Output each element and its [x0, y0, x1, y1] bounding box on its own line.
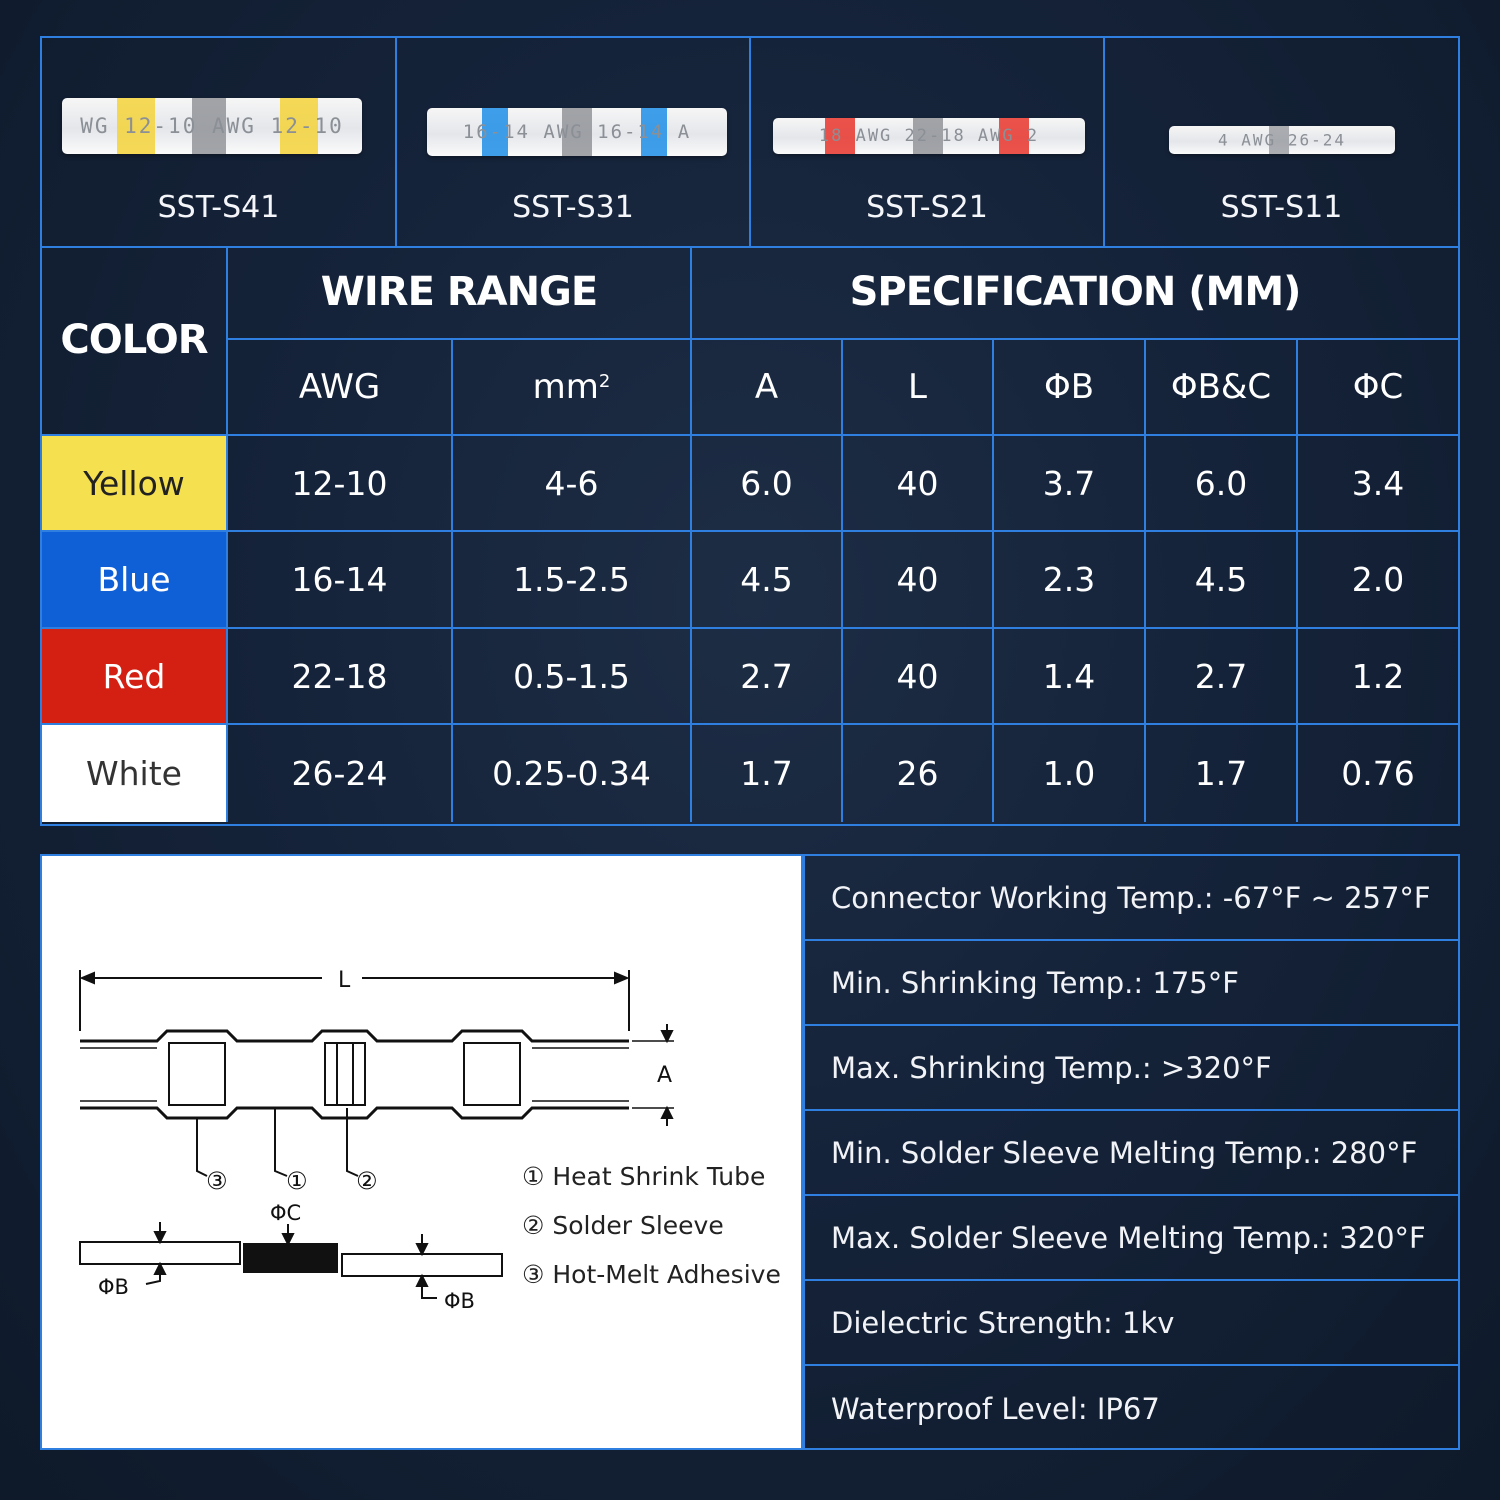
legend [522, 1152, 781, 1299]
product-cell-s41 [42, 38, 397, 248]
phic-cell: 3.4 [1298, 436, 1458, 532]
color-cell: White [42, 725, 228, 822]
product-cell-s21 [751, 38, 1105, 248]
phib-cell: 2.3 [994, 532, 1146, 629]
specification-header: SPECIFICATION (MM) [692, 246, 1458, 340]
awg-cell: 26-24 [228, 725, 453, 822]
col-mm2-label: mm [532, 367, 599, 407]
col-l: L [843, 340, 994, 436]
phib-cell: 1.4 [994, 629, 1146, 725]
a-cell: 6.0 [692, 436, 843, 532]
product-name: SST-S31 [512, 190, 634, 225]
legend-item-hot-melt-adhesive: ③ Hot-Melt Adhesive [522, 1260, 781, 1289]
mm2-cell: 0.25-0.34 [453, 725, 692, 822]
label-a: A [657, 1063, 673, 1088]
properties-panel [803, 854, 1460, 1450]
phic-cell: 1.2 [1298, 629, 1458, 725]
connector-tube-image [62, 98, 362, 154]
solder-section [244, 1244, 337, 1272]
col-mm2 [453, 340, 692, 436]
a-cell: 4.5 [692, 532, 843, 629]
col-phib: ΦB [994, 340, 1146, 436]
property-row: Min. Solder Sleeve Melting Temp.: 280°F [805, 1111, 1458, 1196]
phibc-cell: 6.0 [1146, 436, 1298, 532]
connector-tube-image [773, 118, 1085, 154]
wire-range-header: WIRE RANGE [228, 246, 692, 340]
property-row: Connector Working Temp.: -67°F ~ 257°F [805, 856, 1458, 941]
callout-1: ① [286, 1167, 308, 1195]
property-row: Max. Solder Sleeve Melting Temp.: 320°F [805, 1196, 1458, 1281]
label-phib-left: ΦB [98, 1275, 129, 1299]
phic-cell: 0.76 [1341, 754, 1415, 793]
connector-tube-image [1169, 126, 1395, 154]
callout-3: ③ [206, 1167, 228, 1195]
color-header: COLOR [42, 246, 228, 436]
product-name: SST-S41 [157, 190, 280, 225]
hot-melt-adhesive-left [169, 1043, 225, 1105]
l-cell: 40 [843, 629, 994, 725]
tube-print: WG 12-10 AWG 12-10 [80, 114, 344, 138]
phibc-cell: 4.5 [1146, 532, 1298, 629]
l-cell: 40 [843, 436, 994, 532]
label-l: L [338, 968, 351, 993]
hot-melt-adhesive-right [464, 1043, 520, 1105]
tube-print: 18 AWG 22-18 AWG 2 [818, 126, 1040, 146]
product-name: SST-S21 [866, 190, 988, 225]
tube-print: 16-14 AWG 16-14 A [462, 121, 692, 143]
callout-2: ② [356, 1167, 378, 1195]
product-cell-s31 [397, 38, 751, 248]
phic-cell: 2.0 [1298, 532, 1458, 629]
solder-sleeve [325, 1043, 365, 1105]
product-cell-s11 [1105, 38, 1458, 248]
legend-item-heat-shrink-tube: ① Heat Shrink Tube [522, 1162, 766, 1191]
a-cell: 2.7 [692, 629, 843, 725]
property-row: Min. Shrinking Temp.: 175°F [805, 941, 1458, 1026]
connector-tube-image [427, 108, 727, 156]
col-awg: AWG [228, 340, 453, 436]
l-cell: 40 [843, 532, 994, 629]
diagram-panel [40, 854, 803, 1450]
property-row: Dielectric Strength: 1kv [805, 1281, 1458, 1366]
phibc-cell: 1.7 [1146, 725, 1298, 822]
col-a: A [692, 340, 843, 436]
color-cell: Red [42, 629, 228, 725]
color-cell: Yellow [42, 436, 228, 532]
callout-leader-1 [275, 1108, 287, 1176]
wire-section-right [342, 1254, 502, 1276]
mm2-cell: 0.5-1.5 [453, 629, 692, 725]
a-cell: 1.7 [692, 725, 843, 822]
wire-section-left [80, 1242, 240, 1264]
legend-item-solder-sleeve: ② Solder Sleeve [522, 1211, 724, 1240]
l-cell: 26 [843, 725, 994, 822]
product-strip [40, 36, 1460, 248]
product-name: SST-S11 [1220, 190, 1343, 225]
heat-shrink-tube-outline [80, 1031, 629, 1041]
col-mm2-sup: 2 [598, 370, 611, 392]
col-phibc: ΦB&C [1146, 340, 1298, 436]
col-phic: ΦC [1298, 340, 1458, 436]
tube-print: 4 AWG 26-24 [1218, 130, 1346, 150]
property-row: Waterproof Level: IP67 [831, 1391, 1160, 1426]
awg-cell: 12-10 [228, 436, 453, 532]
label-phib-right: ΦB [444, 1289, 475, 1313]
mm2-cell: 4-6 [453, 436, 692, 532]
awg-cell: 16-14 [228, 532, 453, 629]
property-row: Max. Shrinking Temp.: >320°F [805, 1026, 1458, 1111]
mm2-cell: 1.5-2.5 [453, 532, 692, 629]
phib-cell: 3.7 [994, 436, 1146, 532]
awg-cell: 22-18 [228, 629, 453, 725]
phibc-cell: 2.7 [1146, 629, 1298, 725]
spec-table [40, 246, 1460, 826]
phib-cell: 1.0 [994, 725, 1146, 822]
label-phic: ΦC [270, 1201, 302, 1225]
color-cell: Blue [42, 532, 228, 629]
